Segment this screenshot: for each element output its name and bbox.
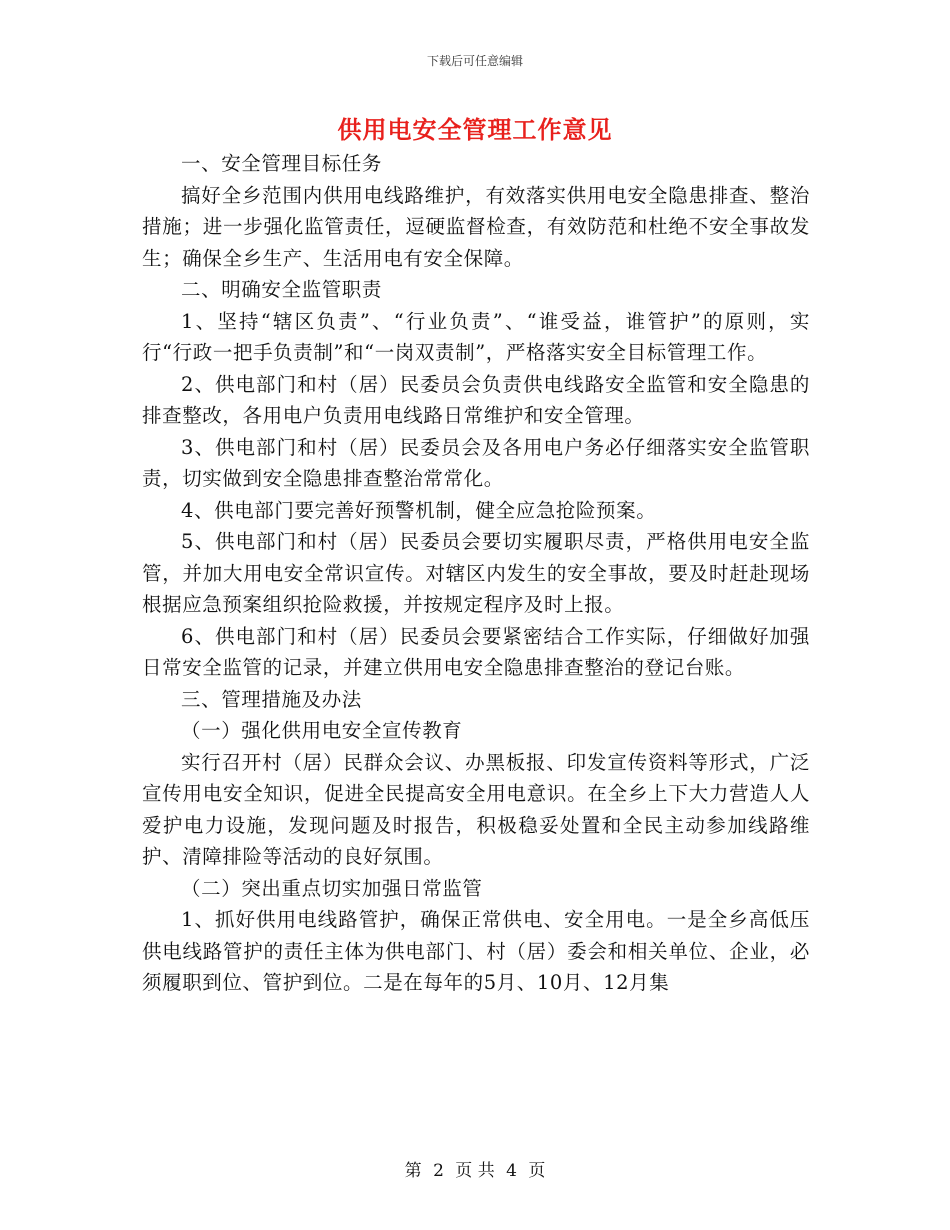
paragraph: 搞好全乡范围内供用电线路维护，有效落实供用电安全隐患排查、整治措施；进一步强化监管责任，逗硬监督检查，有效防范和杜绝不安全事故发生；确保全乡生产、生活用电有安全保障。 (142, 183, 810, 270)
paragraph: 6、供电部门和村（居）民委员会要紧密结合工作实际，仔细做好加强日常安全监管的记录，并建立供用电安全隐患排查整治的登记台账。 (142, 624, 810, 679)
footer-mid: 页 共 (455, 1161, 495, 1181)
subsection-heading-1: （一）强化供用电安全宣传教育 (181, 719, 463, 742)
footer-total-pages: 4 (506, 1161, 517, 1181)
document-title: 供用电安全管理工作意见 (337, 115, 613, 144)
document-body (142, 148, 810, 999)
paragraph: 4、供电部门要完善好预警机制，健全应急抢险预案。 (181, 498, 657, 522)
paragraph: 1、抓好供用电线路管护，确保正常供电、安全用电。一是全乡高低压供电线路管护的责任主体为供电部门、村（居）委会和相关单位、企业，必须履职到位、管护到位。二是在每年的5月、10月、12月集 (142, 908, 810, 994)
footer-prefix: 第 (404, 1161, 422, 1181)
paragraph: 2、供电部门和村（居）民委员会负责供电线路安全监管和安全隐患的排查整改，各用电户负责用电线路日常维护和安全管理。 (142, 372, 810, 427)
paragraph: 5、供电部门和村（居）民委员会要切实履职尽责，严格供用电安全监管，并加大用电安全常识宣传。对辖区内发生的安全事故，要及时赶赴现场根据应急预案组织抢险救援，并按规定程序及时上报。 (142, 530, 810, 616)
page-header: 下载后可任意编辑 (426, 54, 523, 68)
paragraph: 3、供电部门和村（居）民委员会及各用电户务必仔细落实安全监管职责，切实做到安全隐患排查整治常常化。 (142, 435, 810, 490)
footer-page-number: 2 (433, 1161, 444, 1181)
section-heading-1: 一、安全管理目标任务 (181, 152, 383, 175)
footer-suffix: 页 (528, 1161, 546, 1181)
page-footer (0, 1156, 950, 1181)
section-heading-3: 三、管理措施及办法 (181, 687, 362, 711)
paragraph: 1、坚持“辖区负责”、“行业负责”、“谁受益，谁管护”的原则，实行“行政一把手负责制”和“一岗双责制”，严格落实安全目标管理工作。 (142, 309, 810, 364)
subsection-heading-2: （二）突出重点切实加强日常监管 (181, 876, 483, 900)
section-heading-2: 二、明确安全监管职责 (181, 278, 383, 301)
paragraph: 实行召开村（居）民群众会议、办黑板报、印发宣传资料等形式，广泛宣传用电安全知识，促进全民提高安全用电意识。在全乡上下大力营造人人爱护电力设施，发现问题及时报告，积极稳妥处置和全民主动参加线路维护、清障排险等活动的良好氛围。 (142, 750, 810, 868)
